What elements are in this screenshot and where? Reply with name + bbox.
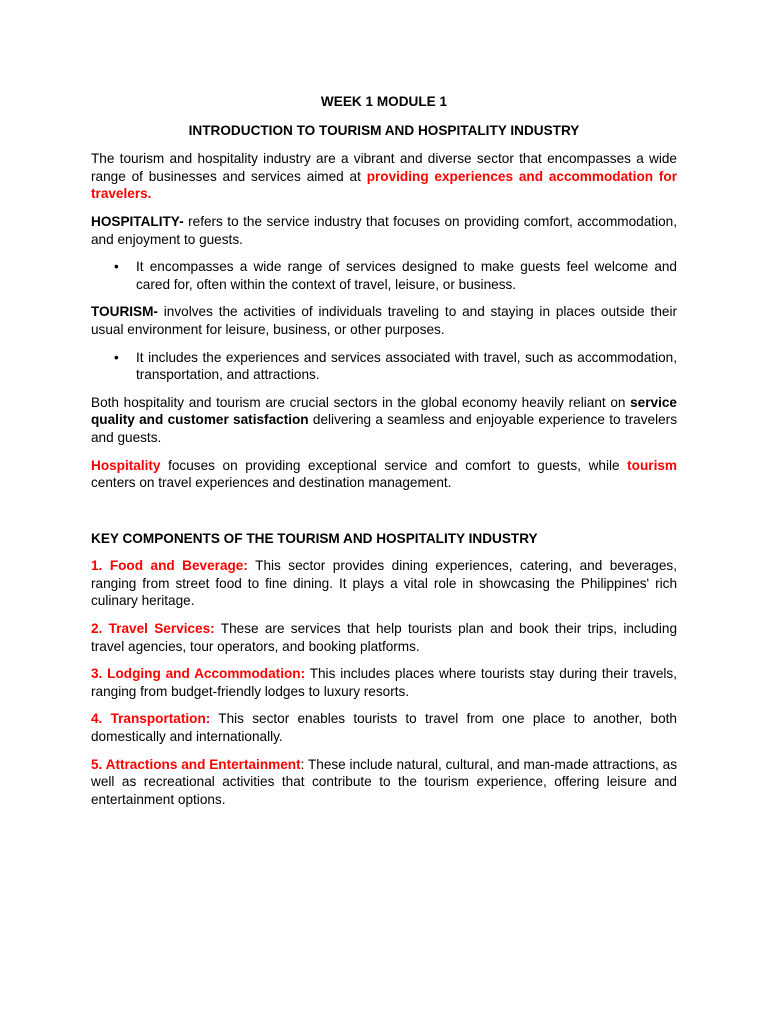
tourism-definition [91, 303, 677, 338]
tourism-bullet-list [91, 349, 677, 384]
hospitality-definition-text: refers to the service industry that focuses on providing comfort, accommodation, and enjoyment to guests. [91, 213, 677, 247]
hospitality-bullet-text: It encompasses a wide range of services designed to make guests feel welcome and cared for, often within the context of travel, leisure, or business. [136, 259, 677, 292]
bullet-icon: • [114, 349, 119, 365]
list-item [114, 258, 677, 293]
component-item [91, 620, 677, 655]
intro-highlight: providing experiences and accommodation for travelers. [91, 168, 677, 202]
component-text: This sector provides dining experiences, catering, and beverages, ranging from street food to fine dining. It plays a vital role in showcasing the Philippines' rich culinary heritage. [91, 558, 678, 609]
tourism-term: TOURISM- [91, 304, 158, 320]
component-item [91, 756, 677, 809]
hospitality-term: HOSPITALITY- [91, 213, 184, 229]
component-label: 4. Transportation: [91, 711, 211, 727]
page-subtitle: INTRODUCTION TO TOURISM AND HOSPITALITY INDUSTRY [188, 122, 580, 138]
both-bold-phrase: service quality and customer satisfaction [91, 394, 677, 428]
component-text: This sector enables tourists to travel from one place to another, both domestically and internationally. [91, 711, 677, 745]
focus-term-tourism: tourism [627, 457, 677, 473]
components-heading: KEY COMPONENTS OF THE TOURISM AND HOSPITALITY INDUSTRY [91, 530, 538, 546]
component-label: 2. Travel Services: [91, 621, 215, 637]
list-item [114, 349, 677, 384]
focus-term-hospitality: Hospitality [91, 457, 161, 473]
focus-paragraph [91, 457, 677, 492]
intro-text: The tourism and hospitality industry are a vibrant and diverse sector that encompasses a wide range of businesses and services aimed at [91, 151, 677, 184]
section-spacer [91, 502, 677, 530]
component-item [91, 557, 677, 610]
both-text-before: Both hospitality and tourism are crucial sectors in the global economy heavily reliant on [91, 394, 631, 410]
component-label: 5. Attractions and Entertainment [91, 756, 301, 772]
hospitality-definition [91, 213, 677, 248]
intro-paragraph [91, 150, 677, 203]
focus-text-1: focuses on providing exceptional service and comfort to guests, while [160, 457, 628, 473]
component-item [91, 665, 677, 700]
component-text: This includes places where tourists stay during their travels, ranging from budget-friendly lodges to luxury resorts. [91, 666, 677, 699]
page-title: WEEK 1 MODULE 1 [320, 94, 448, 109]
both-sectors-paragraph [91, 394, 677, 447]
focus-text-2: centers on travel experiences and destination management. [91, 475, 452, 491]
component-text: : These include natural, cultural, and man-made attractions, as well as recreational activities that contribute to the tourism experience, offering leisure and entertainment options. [91, 756, 677, 807]
component-label: 1. Food and Beverage: [91, 558, 248, 574]
both-text-after: delivering a seamless and enjoyable experience to travelers and guests. [91, 412, 677, 445]
component-label: 3. Lodging and Accommodation: [91, 666, 306, 682]
tourism-bullet-text: It includes the experiences and services associated with travel, such as accommodation, transportation, and attractions. [136, 349, 677, 383]
bullet-icon: • [114, 259, 119, 275]
component-text: These are services that help tourists plan and book their trips, including travel agencies, tour operators, and booking platforms. [91, 621, 678, 654]
hospitality-bullet-list [91, 258, 677, 293]
tourism-definition-text: involves the activities of individuals traveling to and staying in places outside their usual environment for leisure, business, or other purposes. [91, 304, 677, 337]
component-item [91, 710, 677, 745]
